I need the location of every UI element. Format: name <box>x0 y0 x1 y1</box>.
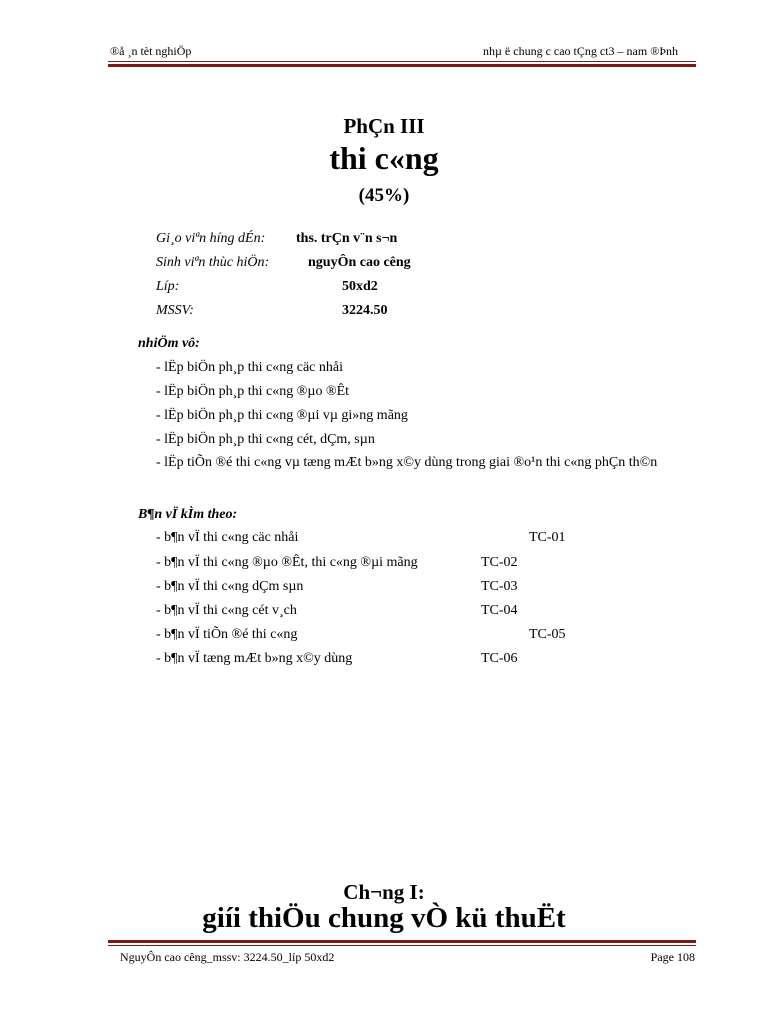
task-item: - lËp biÖn ph¸p thi c«ng cét, dÇm, sµn <box>156 432 375 447</box>
chapter-title: giíi thiÖu chung vÒ kü thuËt <box>202 902 566 934</box>
drawing-item: - b¶n vÏ thi c«ng cäc nhåi <box>156 530 299 545</box>
drawings-heading: B¶n vÏ kÌm theo: <box>138 507 238 522</box>
percent-label: (45%) <box>358 185 410 206</box>
page-number: Page 108 <box>650 950 695 964</box>
drawing-code: TC-03 <box>481 579 518 594</box>
advisor-value: ths. trÇn v¨n s¬n <box>296 231 398 246</box>
mssv-value: 3224.50 <box>342 303 388 318</box>
mssv-label: MSSV: <box>156 303 194 318</box>
task-item: - lËp biÖn ph¸p thi c«ng cäc nhåi <box>156 360 344 375</box>
footer-left-text: NguyÔn cao cêng_mssv: 3224.50_líp 50xd2 <box>120 950 335 964</box>
header-right-text: nhµ ë chung c cao tÇng ct3 – nam ®Þnh <box>483 44 678 58</box>
chapter-label: Ch¬ng I: <box>343 880 425 904</box>
footer-rule-thin <box>108 945 696 946</box>
page-title: thi c«ng <box>329 140 439 176</box>
drawing-code: TC-01 <box>529 530 566 545</box>
tasks-heading: nhiÖm vô: <box>138 336 200 351</box>
drawing-item: - b¶n vÏ tæng mÆt b»ng x©y dùng <box>156 651 353 666</box>
task-item: - lËp tiÕn ®é thi c«ng vµ tæng mÆt b»ng x©y dùng trong giai ®o¹n thi c«ng phÇn th©n <box>156 455 658 470</box>
header-left-text: ®å ¸n tèt nghiÖp <box>110 44 192 58</box>
drawing-item: - b¶n vÏ thi c«ng dÇm sµn <box>156 579 304 594</box>
class-label: Líp: <box>156 279 180 294</box>
header-rule-thick <box>108 64 696 67</box>
class-value: 50xd2 <box>342 279 378 294</box>
drawing-code: TC-05 <box>529 627 566 642</box>
header-rule-thin <box>108 61 696 62</box>
part-label: PhÇn III <box>343 114 425 138</box>
drawing-item: - b¶n vÏ tiÕn ®é thi c«ng <box>156 627 298 642</box>
student-value: nguyÔn cao cêng <box>308 255 411 270</box>
advisor-label: Gi¸o viªn híng dÉn: <box>156 231 266 246</box>
drawing-code: TC-04 <box>481 603 518 618</box>
drawing-item: - b¶n vÏ thi c«ng ®µo ®Êt, thi c«ng ®µi mãng <box>156 555 418 570</box>
footer-rule-thick <box>108 940 696 943</box>
task-item: - lËp biÖn ph¸p thi c«ng ®µo ®Êt <box>156 384 350 399</box>
task-item: - lËp biÖn ph¸p thi c«ng ®µi vµ gi»ng mãng <box>156 408 408 423</box>
student-label: Sinh viªn thùc hiÖn: <box>156 255 270 270</box>
drawing-code: TC-02 <box>481 555 518 570</box>
drawing-item: - b¶n vÏ thi c«ng cét v¸ch <box>156 603 297 618</box>
drawing-code: TC-06 <box>481 651 518 666</box>
